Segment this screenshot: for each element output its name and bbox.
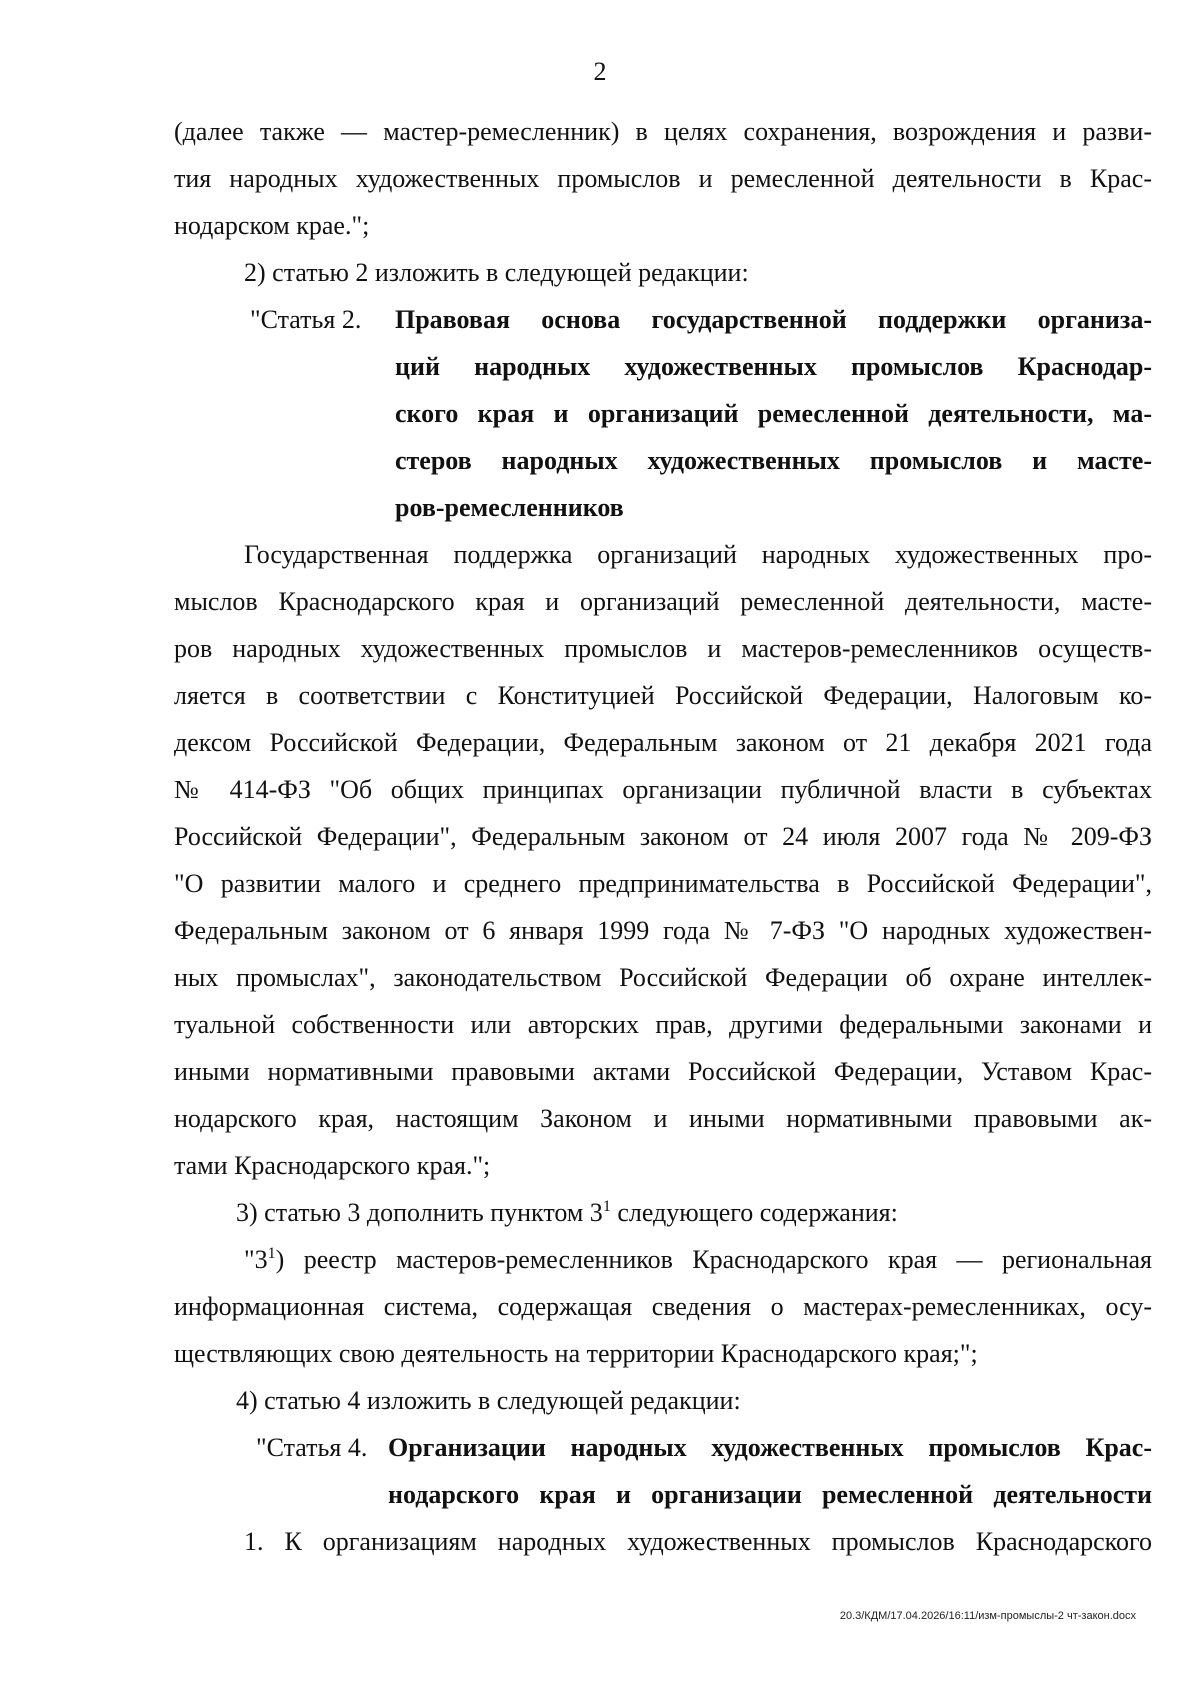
article-4-label: "Статья 4. (256, 1433, 368, 1462)
paragraph-line: тами Краснодарского края."; (174, 1151, 491, 1180)
paragraph-line: "О развитии малого и среднего предпринимательства в Российской Федерации", (174, 869, 1152, 898)
text-line: (далее также — мастер-ремесленник) в целях сохранения, возрождения и разви- (174, 117, 1152, 146)
text-line: тия народных художественных промыслов и ремесленной деятельности в Крас- (174, 164, 1152, 193)
paragraph-line: нодарского края, настоящим Законом и иными нормативными правовыми ак- (174, 1104, 1152, 1133)
amendment-item-3-text: следующего содержания: (610, 1198, 898, 1227)
paragraph-line: Федеральным законом от 6 января 1999 года № 7-ФЗ "О народных художествен- (174, 916, 1152, 945)
paragraph-line: ров народных художественных промыслов и мастеров-ремесленников осуществ- (174, 634, 1152, 663)
page-number: 2 (593, 57, 607, 86)
text-line: нодарском крае."; (174, 211, 370, 240)
paragraph-line: Российской Федерации", Федеральным законом от 24 июля 2007 года № 209-ФЗ (174, 822, 1152, 851)
document-footer: 20.3/КДМ/17.04.2026/16:11/изм-промыслы-2 чт-закон.docx (839, 1610, 1136, 1622)
amendment-item-3-text: 3) статью 3 дополнить пунктом 3 (236, 1198, 603, 1227)
article-4-title-line: нодарского края и организации ремесленной деятельности (388, 1480, 1152, 1509)
article-2-label: "Статья 2. (250, 305, 362, 334)
article-2-heading (174, 296, 1152, 343)
definition-line (174, 1236, 1152, 1283)
definition-line: информационная система, содержащая сведения о мастерах-ремесленниках, осу- (174, 1292, 1152, 1321)
document-body (174, 108, 1152, 1565)
article-4-title-line: Организации народных художественных промыслов Крас- (388, 1433, 1152, 1462)
paragraph-line: дексом Российской Федерации, Федеральным законом от 21 декабря 2021 года (174, 728, 1152, 757)
paragraph-line: 1. К организациям народных художественных промыслов Краснодарского (244, 1527, 1152, 1556)
paragraph-line: ных промыслах", законодательством Российской Федерации об охране интеллек- (174, 963, 1152, 992)
paragraph-line: иными нормативными правовыми актами Российской Федерации, Уставом Крас- (174, 1057, 1152, 1086)
paragraph-line: ляется в соответствии с Конституцией Российской Федерации, Налоговым ко- (174, 681, 1152, 710)
amendment-item-4: 4) статью 4 изложить в следующей редакции: (236, 1386, 741, 1415)
article-4-heading (174, 1424, 1152, 1471)
article-2-title-line: ского края и организаций ремесленной деятельности, ма- (395, 399, 1152, 428)
paragraph-line: туальной собственности или авторских прав, другими федеральными законами и (174, 1010, 1152, 1039)
article-2-title-line: ров-ремесленников (395, 493, 624, 522)
superscript: 1 (602, 1198, 611, 1215)
paragraph-line: Государственная поддержка организаций народных художественных про- (244, 540, 1152, 569)
definition-text: ) реестр мастеров-ремесленников Краснодарского края — региональная (275, 1245, 1152, 1274)
definition-line: ществляющих свою деятельность на территории Краснодарского края;"; (174, 1339, 978, 1368)
article-2-title-line: Правовая основа государственной поддержки организа- (395, 305, 1152, 334)
paragraph-line: мыслов Краснодарского края и организаций ремесленной деятельности, масте- (174, 587, 1152, 616)
amendment-item-3 (174, 1189, 1152, 1236)
definition-text: "3 (244, 1245, 268, 1274)
superscript: 1 (267, 1245, 276, 1262)
article-2-title-line: ций народных художественных промыслов Краснодар- (395, 352, 1152, 381)
article-2-title-line: стеров народных художественных промыслов и масте- (395, 446, 1152, 475)
paragraph-line: № 414-ФЗ "Об общих принципах организации публичной власти в субъектах (174, 775, 1152, 804)
amendment-item-2: 2) статью 2 изложить в следующей редакции: (244, 258, 749, 287)
